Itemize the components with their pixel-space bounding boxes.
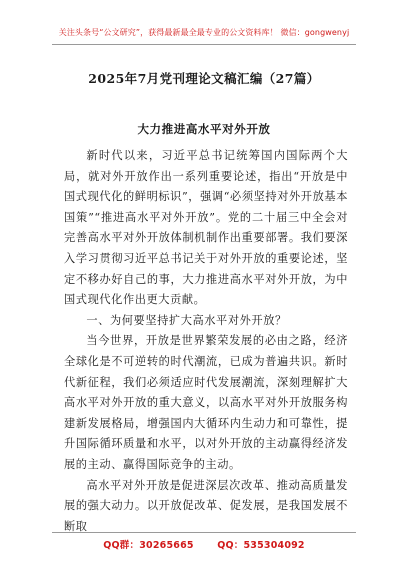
footer-divider xyxy=(52,532,356,533)
footer-qq: QQ：535304092 xyxy=(217,540,305,551)
header-divider xyxy=(52,44,356,45)
footer-contact xyxy=(0,537,408,551)
section-heading: 一、为何要坚持扩大高水平对外开放？ xyxy=(86,313,287,327)
body-paragraph: 当今世界，开放是世界繁荣发展的必由之路，经济全球化是不可逆转的时代潮流，已成为普遍共识。新时代新征程，我们必须适应时代发展潮流，深刻理解扩大高水平对外开放的重大意义，以高水平对外开放服务构建新发展格局，增强国内大循环内生动力和可靠性，提升国际循环质量和水平，以对外开放的主动赢得经济发展的主动、赢得国际竞争的主动。 xyxy=(64,334,348,471)
body-paragraph: 高水平对外开放是促进深层次改革、推动高质量发展的强大动力。以开放促改革、促发展，是我国发展不断取 xyxy=(64,478,348,533)
body-paragraph: 新时代以来，习近平总书记统筹国内国际两个大局，就对外开放作出一系列重要论述，指出“开放是中国式现代化的鲜明标识”，强调“必须坚持对外开放基本国策”“推进高水平对外开放”。党的二十届三中全会对完善高水平对外开放体制机制作出重要部署。我们要深入学习贯彻习近平总书记关于对外开放的重要论述，坚定不移办好自己的事，大力推进高水平对外开放，为中国式现代化作出更大贡献。 xyxy=(64,149,348,307)
footer-qq-group: QQ群：30265665 xyxy=(103,540,194,551)
article-title: 大力推进高水平对外开放 xyxy=(137,122,271,136)
document-title: 2025年7月党刊理论文稿汇编（27篇） xyxy=(88,71,320,86)
header-promo-note: 关注头条号“公文研究”，获得最新最全最专业的公文资料库！ 微信：gongwenyj xyxy=(58,28,350,37)
article-body xyxy=(64,146,348,537)
